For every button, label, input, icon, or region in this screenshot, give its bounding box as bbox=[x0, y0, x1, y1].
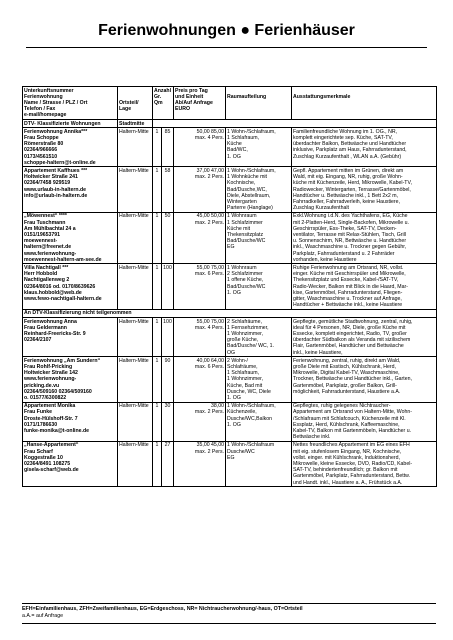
features: Gepfl. Appartement mitten im Grünen, direkt am Wald, mit eig. Eingang, NR, ruhig, große Wohn- küche mit Küchenzeile, Herd, Mikrowelle, Kabel-TV, Radiowecker, Wintergarten, Terrasse/Gartenmöbel, Handtücher u. Bettwäsche inkl., 1 Bett 2x2 m, Fahrradkeller, Fahrradverleih, keine Haustiere, Zuschlag Kurzaufenthalt bbox=[292, 167, 437, 212]
unit-count: 1 bbox=[153, 264, 162, 309]
table-row bbox=[23, 318, 437, 357]
size-qm: 85 bbox=[162, 128, 174, 167]
price: 37,00 47,00 max. 2 Pers. bbox=[174, 167, 226, 212]
unit-count: 1 bbox=[153, 357, 162, 402]
header-location: Ortsteil/ Lage bbox=[118, 87, 153, 120]
room-layout: 1 Wohn-/Schlafraum Dusche/WC EG bbox=[226, 441, 292, 486]
accommodation-table bbox=[22, 86, 437, 487]
accommodation-name: Ferienwohnung Anna Frau Geldermann Reinhard-Freericks-Str. 9 02364/2107 bbox=[23, 318, 118, 357]
header-rooms: Raumaufteilung bbox=[226, 87, 292, 120]
size-qm: 27 bbox=[162, 441, 174, 486]
features: Gepflegtes, ruhig gelegenes Nichtraucher- Appartement am Ortsrand von Haltern-Mitte, Wohn- /Schlafraum mit Schlafcouch, Küchenzeile mit Kl. Essplatz, Herd, Kühlschrank, Kaffeemaschine, Kabel-TV, Balkon mit Gartenmöbeln, Handtücher u. Bettwäsche inkl. bbox=[292, 402, 437, 441]
room-layout: 1 Wohn-/Schlafraum, 1 Wohnküche mit Kochnische, Bad/Dusche,WC, Diele, Abstellraum, Wintergarten Parterre (Hanglage) bbox=[226, 167, 292, 212]
accommodation-name: „Hanse-Appartement“ Frau Scharf Koggestraße 10 02364/8491 108275 gisela-scharf@web.de bbox=[23, 441, 118, 486]
classified-section-location: Stadtmitte bbox=[118, 120, 153, 128]
price: 55,00 75,00 max. 4 Pers. bbox=[174, 318, 226, 357]
room-layout: 2 Wohn-/ Schlafräume, 1 Schlafraum, 1 Wohnzimmer, Küche, Bad mit Dusche, WC, Diele 1. OG bbox=[226, 357, 292, 402]
title-underline bbox=[26, 47, 427, 48]
room-layout: 2 Schlafräume, 1 Fernsehzimmer, 1 Wohnzimmer, große Küche, Bad/Dusche/ WC, 1. OG bbox=[226, 318, 292, 357]
room-layout: 1 Wohnraum 2 Schlafzimmer 1 offene Küche, Bad/Dusche/WC 1. OG bbox=[226, 264, 292, 309]
accommodation-name: Villa Nachtigall *** Herr Hobbold Nachtigallenweg 2 02364/8016 od. 0170/8639626 klaus.hobbold@web.de www.fewo-nachtigall-haltern.de bbox=[23, 264, 118, 309]
location: Haltern-Mitte bbox=[118, 402, 153, 441]
price: 45,00 50,00 max. 2 Pers. bbox=[174, 212, 226, 264]
table-row bbox=[23, 264, 437, 309]
accommodation-name: Ferienwohnung Annika*** Frau Schoppe Römerstraße 80 02364/966666 0173/4561510 schoppe-haltern@t-online.de bbox=[23, 128, 118, 167]
price: 38,00 max. 2 Pers. bbox=[174, 402, 226, 441]
header-features: Ausstattungsmerkmale bbox=[292, 87, 437, 120]
footer-legend bbox=[22, 606, 436, 620]
features: Familienfreundliche Wohnung im 1. OG., NR, komplett eingerichtete sep. Küche, SAT-TV, überdachter Balkon, Bettwäsche und Handtücher inklusive, Parkplatz am Haus, Fahrradunterstand, Zuschlag Kurzaufenthalt , WLAN a.A. (Gebühr) bbox=[292, 128, 437, 167]
footer-rule-top bbox=[22, 603, 436, 604]
page-title: Ferienwohnungen ● Ferienhäuser bbox=[98, 22, 355, 39]
size-qm: 90 bbox=[162, 357, 174, 402]
section-row bbox=[23, 309, 437, 317]
accommodation-name: Ferienwohnung „Am Sundern“ Frau Rohlf-Pricking Holtwicker Straße 142 www.ferienwohnung- pricking.de.vu 02364/509160 02364/509160 o. 01577/6300822 bbox=[23, 357, 118, 402]
location: Haltern-Mitte bbox=[118, 128, 153, 167]
accommodation-name: „Möwennest“ **** Frau Tuschmann Am Mühlbachtal 24 a 0151/19653791 moewennest- haltern@freenet.de www.ferienwohnung- moewennest-haltern-am-see.de bbox=[23, 212, 118, 264]
footer-rule-bottom bbox=[22, 623, 436, 624]
location: Haltern-Mitte bbox=[118, 357, 153, 402]
size-qm: 50 bbox=[162, 212, 174, 264]
room-layout: 1 Wohn-/Schlafraum, 1 Schlafraum, Küche Bad/WC, 1. OG bbox=[226, 128, 292, 167]
price: 40,00 64,00 max. 6 Pers. bbox=[174, 357, 226, 402]
unit-count: 1 bbox=[153, 441, 162, 486]
header-count-size: Anzahl Gr. Qm bbox=[153, 87, 174, 120]
header-price: Preis pro Tag und Einheit Ab/Auf Anfrage EURO bbox=[174, 87, 226, 120]
size-qm: 58 bbox=[162, 167, 174, 212]
table-row bbox=[23, 128, 437, 167]
size-qm: 100 bbox=[162, 264, 174, 309]
table-header-row bbox=[23, 87, 437, 120]
location: Haltern-Mitte bbox=[118, 441, 153, 486]
table-row bbox=[23, 212, 437, 264]
classified-section-label: DTV- Klassifizierte Wohnungen bbox=[23, 120, 118, 128]
room-layout: 1 Wohnraum 1 Schlafzimmer Küche mit Thekensitzplatz Bad/Dusche/WC EG bbox=[226, 212, 292, 264]
table-row bbox=[23, 167, 437, 212]
location: Haltern-Mitte bbox=[118, 212, 153, 264]
legend-line-1: EFH=Einfamilienhaus, ZFH=Zweifamilienhaus, EG=Erdgeschoss, NR= Nichtraucherwohnung/-haus, OT=Ortsteil bbox=[22, 606, 303, 612]
features: Nettes freundliches Appartement im EG eines EFH mit eig. stufenlosem Eingang, NR, Kochnische, vollst. einger. mit Kühlschrank, Induktionsherd, Mikrowelle, kleine Essecke, DVD, Radio/CD, Kabel- SAT-TV, behindertenfreundlich; gr. Balkon mit Gartenmöbel, Parkplatz, Fahrradunterstand, Bettw. und Handt. inkl., Haustiere a. A., Frühstück a.A. bbox=[292, 441, 437, 486]
location: Haltern-Mitte bbox=[118, 264, 153, 309]
accommodation-name: Appartement Kaffhues *** Holtwicker Straße 241 02364/7458 929519 www.urlaub-in-haltern.de info@urlaub-in-haltern.de bbox=[23, 167, 118, 212]
location: Haltern-Mitte bbox=[118, 167, 153, 212]
classified-section-row bbox=[23, 120, 437, 128]
table-row bbox=[23, 357, 437, 402]
unit-count: 1 bbox=[153, 212, 162, 264]
unit-count: 1 bbox=[153, 167, 162, 212]
size-qm: 100 bbox=[162, 318, 174, 357]
unit-count: 1 bbox=[153, 402, 162, 441]
legend-line-2: a.A.= auf Anfrage bbox=[22, 613, 64, 619]
table-row bbox=[23, 402, 437, 441]
price: 35,00 45,00 max. 2 Pers. bbox=[174, 441, 226, 486]
price: 50,00 85,00 max. 4 Pers. bbox=[174, 128, 226, 167]
price: 55,00 75,00 max. 6 Pers. bbox=[174, 264, 226, 309]
unit-count: 1 bbox=[153, 128, 162, 167]
section-empty bbox=[153, 120, 437, 128]
features: Gepflegte, gemütliche Stadtwohnung, zentral, ruhig, ideal für 4 Personen, NR, Diele, große Küche mit Essecke, komplett eingerichtet, Radio, TV, großer überdachter Südbalkon als Veranda mit sizilischem Flair, Gartenmöbel, Handtücher und Bettwäsche inkl., keine Haustiere, bbox=[292, 318, 437, 357]
unit-count: 1 bbox=[153, 318, 162, 357]
features: Ruhige Ferienwohnung am Ortsrand, NR, vollst. einger. Küche mit Geschirrspüler und Mikrowelle, Thekensitzplatz und Essecke, Kabel-/SAT-TV, Radio-Wecker, Balkon mit Blick in die Haard, Mar- kise, Gartenmöbel, Fahrradunterstand, Fliegen- gitter, Waschmaschine u. Trockner auf Anfrage, Handtücher + Bettwäsche inkl., keine Haustiere bbox=[292, 264, 437, 309]
features: Ferienwohnung, zentral, ruhig, direkt am Wald, große Diele mit Esstisch, Kühlschrank, Herd, Mikrowelle, Digital Kabel-TV, Waschmaschine, Trockner, Bettwäsche und Handtücher inkl., Garten, Gartenmöbel, Parkplatz, großer Balkon, Grill- möglichkeit, Fahrradunterstand, Haustiere a.A. bbox=[292, 357, 437, 402]
table-row bbox=[23, 441, 437, 486]
room-layout: 1 Wohn-/Schlafraum, Küchenzeile, Dusche/WC,Balkon 1. OG bbox=[226, 402, 292, 441]
features: Exkl.Wohnung i.d.N. des Yachthafens, EG, Küche mit 2-Platten-Herd, Single-Backofen, Mikrowelle u. Geschirrspüler, Ess-Theke, SAT-TV, Decken- ventilator, Terrasse mit Relax-Stühlen, Tisch, Grill u. Sonnenschirm, NR, Bettwäsche u. Handtücher inkl., Waschmaschine u. Trockner gegen Gebühr, Parkplatz, Fahrradunterstand u. 2 Fahrräder vorhanden, keine Haustiere bbox=[292, 212, 437, 264]
location: Haltern-Mitte bbox=[118, 318, 153, 357]
accommodation-name: Appartement Monika Frau Funke Droste-Hülshoff-Str. 7 0171/1786630 funke-monika@t-online.de bbox=[23, 402, 118, 441]
size-qm: 30 bbox=[162, 402, 174, 441]
section-label: An DTV-Klassifizierung nicht teilgenommen bbox=[23, 309, 437, 317]
header-accommodation: Unterkunftsnummer Ferienwohnung Name / Strasse / PLZ / Ort Telefon / Fax e-mail/homepage bbox=[23, 87, 118, 120]
